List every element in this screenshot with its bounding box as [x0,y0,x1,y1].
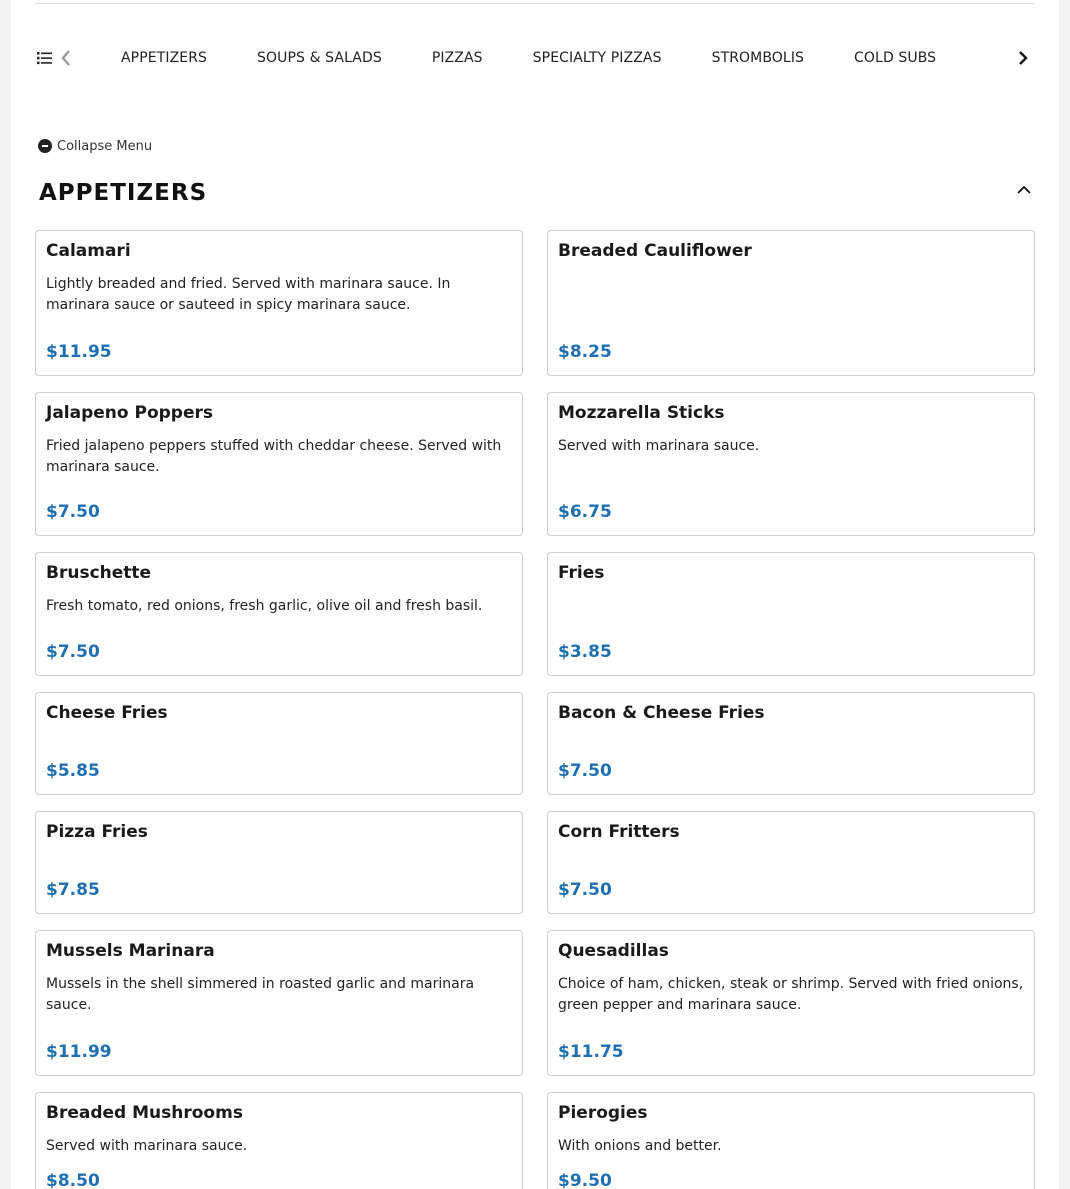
menu-item-description: Fried jalapeno peppers stuffed with cheddar cheese. Served with marinara sauce. [46,438,502,475]
menu-item-description: Served with marinara sauce. [46,1138,248,1154]
menu-item-card[interactable] [35,1092,523,1189]
menu-item-card[interactable] [35,230,523,376]
divider [35,3,1034,4]
menu-items-grid [35,230,1034,1189]
chevron-left-icon[interactable] [59,49,73,67]
menu-item-card[interactable] [35,392,523,536]
category-tab-soups-salads[interactable]: SOUPS & SALADS [257,50,382,66]
menu-item-price: $9.50 [558,1171,612,1189]
menu-item-card[interactable] [547,552,1035,676]
menu-item-price: $7.50 [558,761,612,781]
menu-item-name: Jalapeno Poppers [46,403,214,423]
chevron-up-icon[interactable] [1015,181,1033,199]
menu-item-price: $11.75 [558,1042,624,1062]
menu-item-price: $7.50 [46,642,100,662]
menu-item-card[interactable] [35,552,523,676]
menu-item-name: Mozzarella Sticks [558,403,725,423]
category-tab-appetizers[interactable]: APPETIZERS [121,50,208,66]
menu-item-name: Quesadillas [558,941,669,961]
menu-item-price: $5.85 [46,761,100,781]
menu-item-name: Calamari [46,241,131,261]
menu-item-description: Lightly breaded and fried. Served with marinara sauce. In marinara sauce or sauteed in spicy marinara sauce. [46,276,451,313]
menu-item-name: Breaded Mushrooms [46,1103,243,1123]
menu-item-name: Pierogies [558,1103,648,1123]
category-nav [35,40,1035,76]
menu-item-price: $6.75 [558,502,612,522]
category-tab-specialty-pizzas[interactable]: SPECIALTY PIZZAS [532,50,662,66]
menu-item-card[interactable] [35,930,523,1076]
category-list [121,40,986,76]
section-title: APPETIZERS [39,180,208,206]
menu-item-name: Cheese Fries [46,703,168,723]
menu-item-card[interactable] [35,692,523,795]
menu-item-description: With onions and better. [558,1138,722,1154]
category-tab-strombolis[interactable]: STROMBOLIS [711,50,805,66]
menu-item-price: $11.99 [46,1042,112,1062]
menu-item-price: $7.50 [558,880,612,900]
menu-item-price: $8.25 [558,342,612,362]
collapse-menu-button[interactable] [38,137,152,155]
menu-item-card[interactable] [547,692,1035,795]
menu-item-description: Served with marinara sauce. [558,438,760,454]
category-tab-pizzas[interactable]: PIZZAS [431,50,483,66]
menu-item-card[interactable] [547,1092,1035,1189]
menu-item-card[interactable] [547,230,1035,376]
menu-item-name: Pizza Fries [46,822,148,842]
menu-item-price: $7.85 [46,880,100,900]
menu-item-card[interactable] [547,930,1035,1076]
menu-item-name: Corn Fritters [558,822,680,842]
menu-page [11,0,1059,1189]
list-icon[interactable] [37,50,53,66]
menu-item-card[interactable] [547,811,1035,914]
chevron-right-icon[interactable] [1013,48,1033,68]
collapse-menu-label: Collapse Menu [57,138,153,154]
menu-item-description: Fresh tomato, red onions, fresh garlic, olive oil and fresh basil. [46,598,483,614]
menu-item-name: Bacon & Cheese Fries [558,703,765,723]
menu-item-price: $7.50 [46,502,100,522]
menu-item-card[interactable] [35,811,523,914]
menu-item-price: $3.85 [558,642,612,662]
menu-item-price: $8.50 [46,1171,100,1189]
menu-item-description: Mussels in the shell simmered in roasted garlic and marinara sauce. [46,976,475,1013]
menu-item-card[interactable] [547,392,1035,536]
menu-item-name: Bruschette [46,563,152,583]
menu-item-name: Mussels Marinara [46,941,215,961]
menu-item-name: Fries [558,563,605,583]
menu-item-price: $11.95 [46,342,112,362]
menu-item-description: Choice of ham, chicken, steak or shrimp. Served with fried onions, green pepper and marinara sauce. [558,976,1024,1013]
minus-circle-icon [38,139,52,153]
category-tab-cold-subs[interactable]: COLD SUBS [854,50,937,66]
menu-item-name: Breaded Cauliflower [558,241,752,261]
